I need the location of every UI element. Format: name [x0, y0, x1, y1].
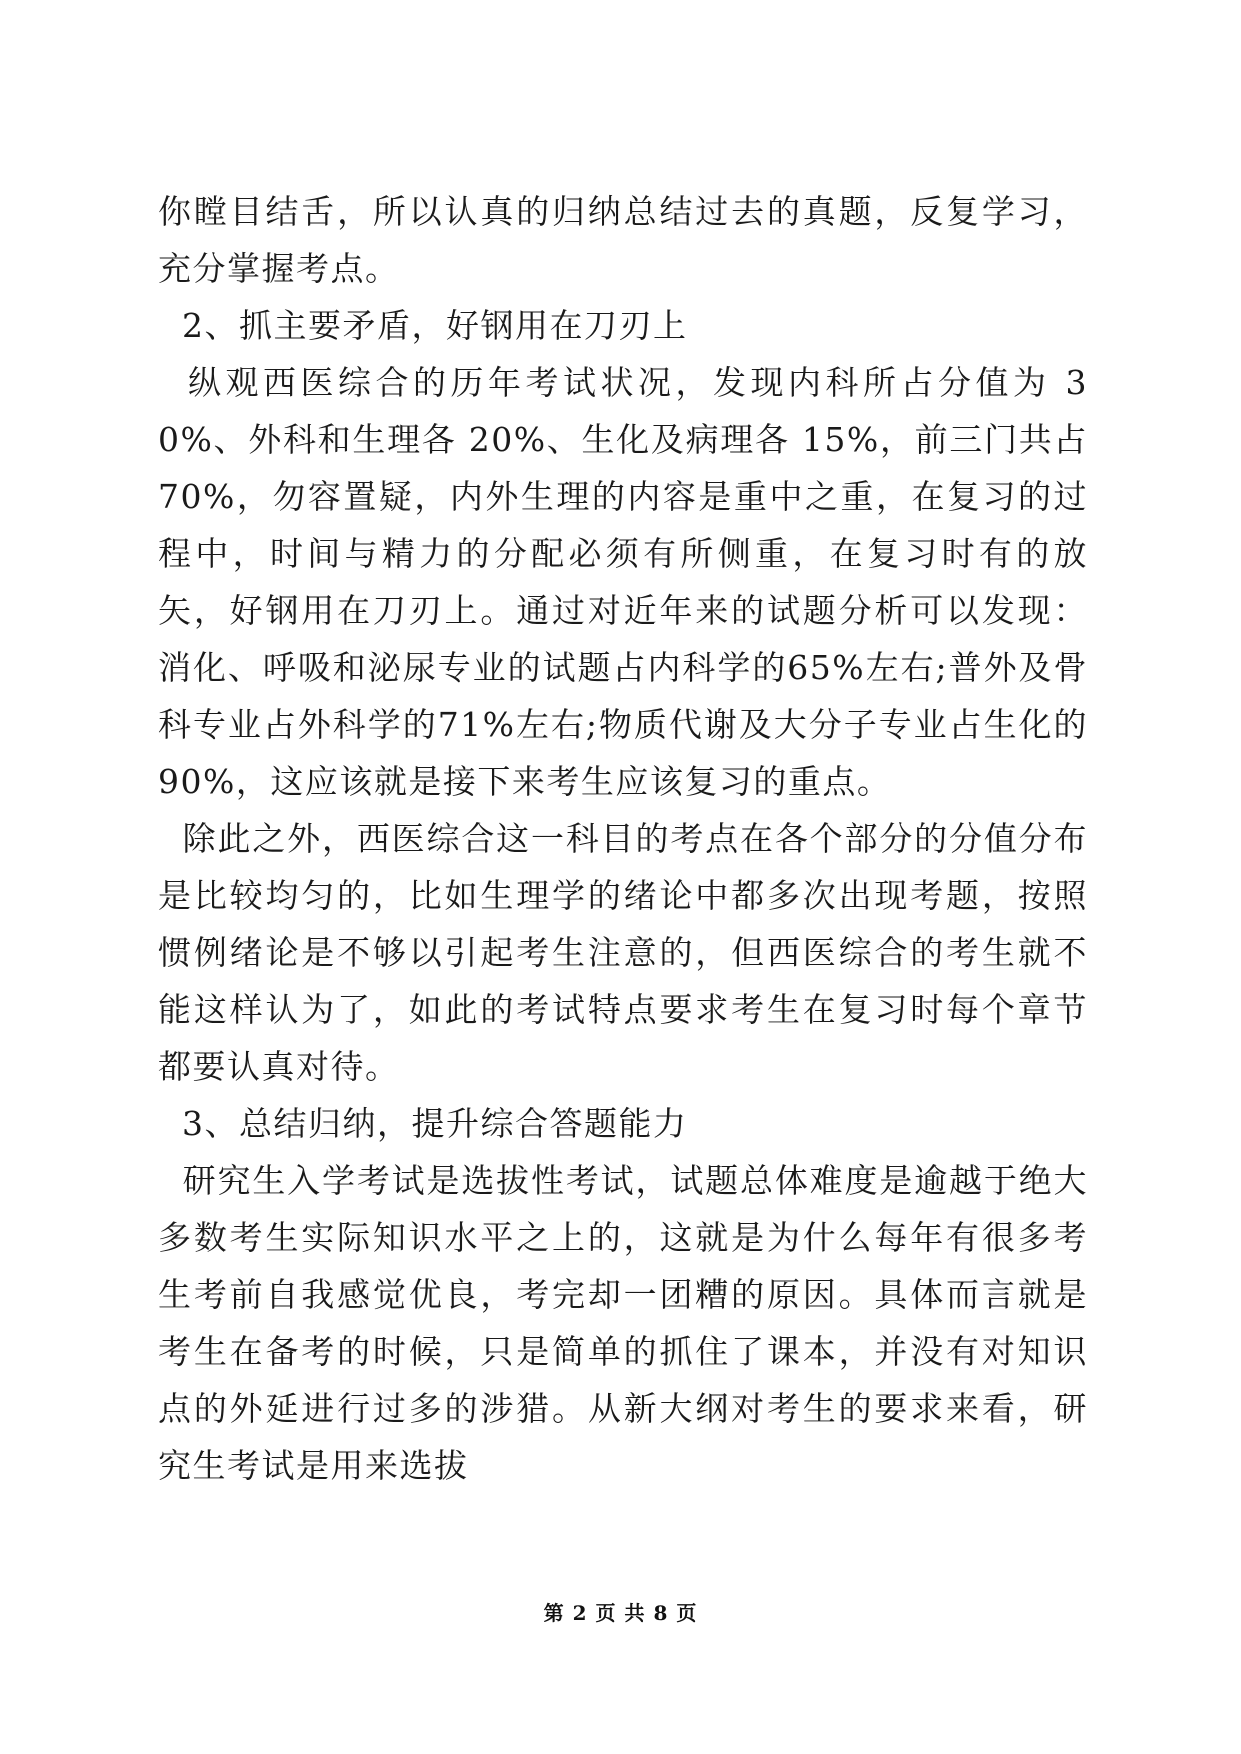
- document-body: [158, 183, 1100, 1494]
- section-heading-3: 3、总结归纳，提升综合答题能力: [158, 1104, 688, 1143]
- paragraph-entrance-exam: 研究生入学考试是选拔性考试，试题总体难度是逾越于绝大多数考生实际知识水平之上的，这就是为什么每年有很多考生考前自我感觉优良，考完却一团糟的原因。具体而言就是考生在备考的时候，只是简单的抓住了课本，并没有对知识点的外延进行过多的涉猎。从新大纲对考生的要求来看，研究生考试是用来选拔: [158, 1161, 1089, 1485]
- section-heading-2: 2、抓主要矛盾，好钢用在刀刃上: [158, 306, 688, 345]
- paragraph-besides: 除此之外，西医综合这一科目的考点在各个部分的分值分布是比较均匀的，比如生理学的绪论中都多次出现考题，按照惯例绪论是不够以引起考生注意的，但西医综合的考生就不能这样认为了，如此的考试特点要求考生在复习时每个章节都要认真对待。: [158, 819, 1089, 1086]
- page-number: 第 2 页 共 8 页: [543, 1601, 698, 1625]
- paragraph-score-distribution: 纵观西医综合的历年考试状况，发现内科所占分值为 30%、外科和生理各 20%、生化及病理各 15%，前三门共占 70%，勿容置疑，内外生理的内容是重中之重，在复习的过程中，时间与精力的分配必须有所侧重，在复习时有的放矢，好钢用在刀刃上。通过对近年来的试题分析可以发现：消化、呼吸和泌尿专业的试题占内科学的65%左右;普外及骨科专业占外科学的71%左右;物质代谢及大分子专业占生化的 90%，这应该就是接下来考生应该复习的重点。: [158, 363, 1100, 801]
- paragraph-continuation: 你瞠目结舌，所以认真的归纳总结过去的真题，反复学习，充分掌握考点。: [158, 192, 1088, 288]
